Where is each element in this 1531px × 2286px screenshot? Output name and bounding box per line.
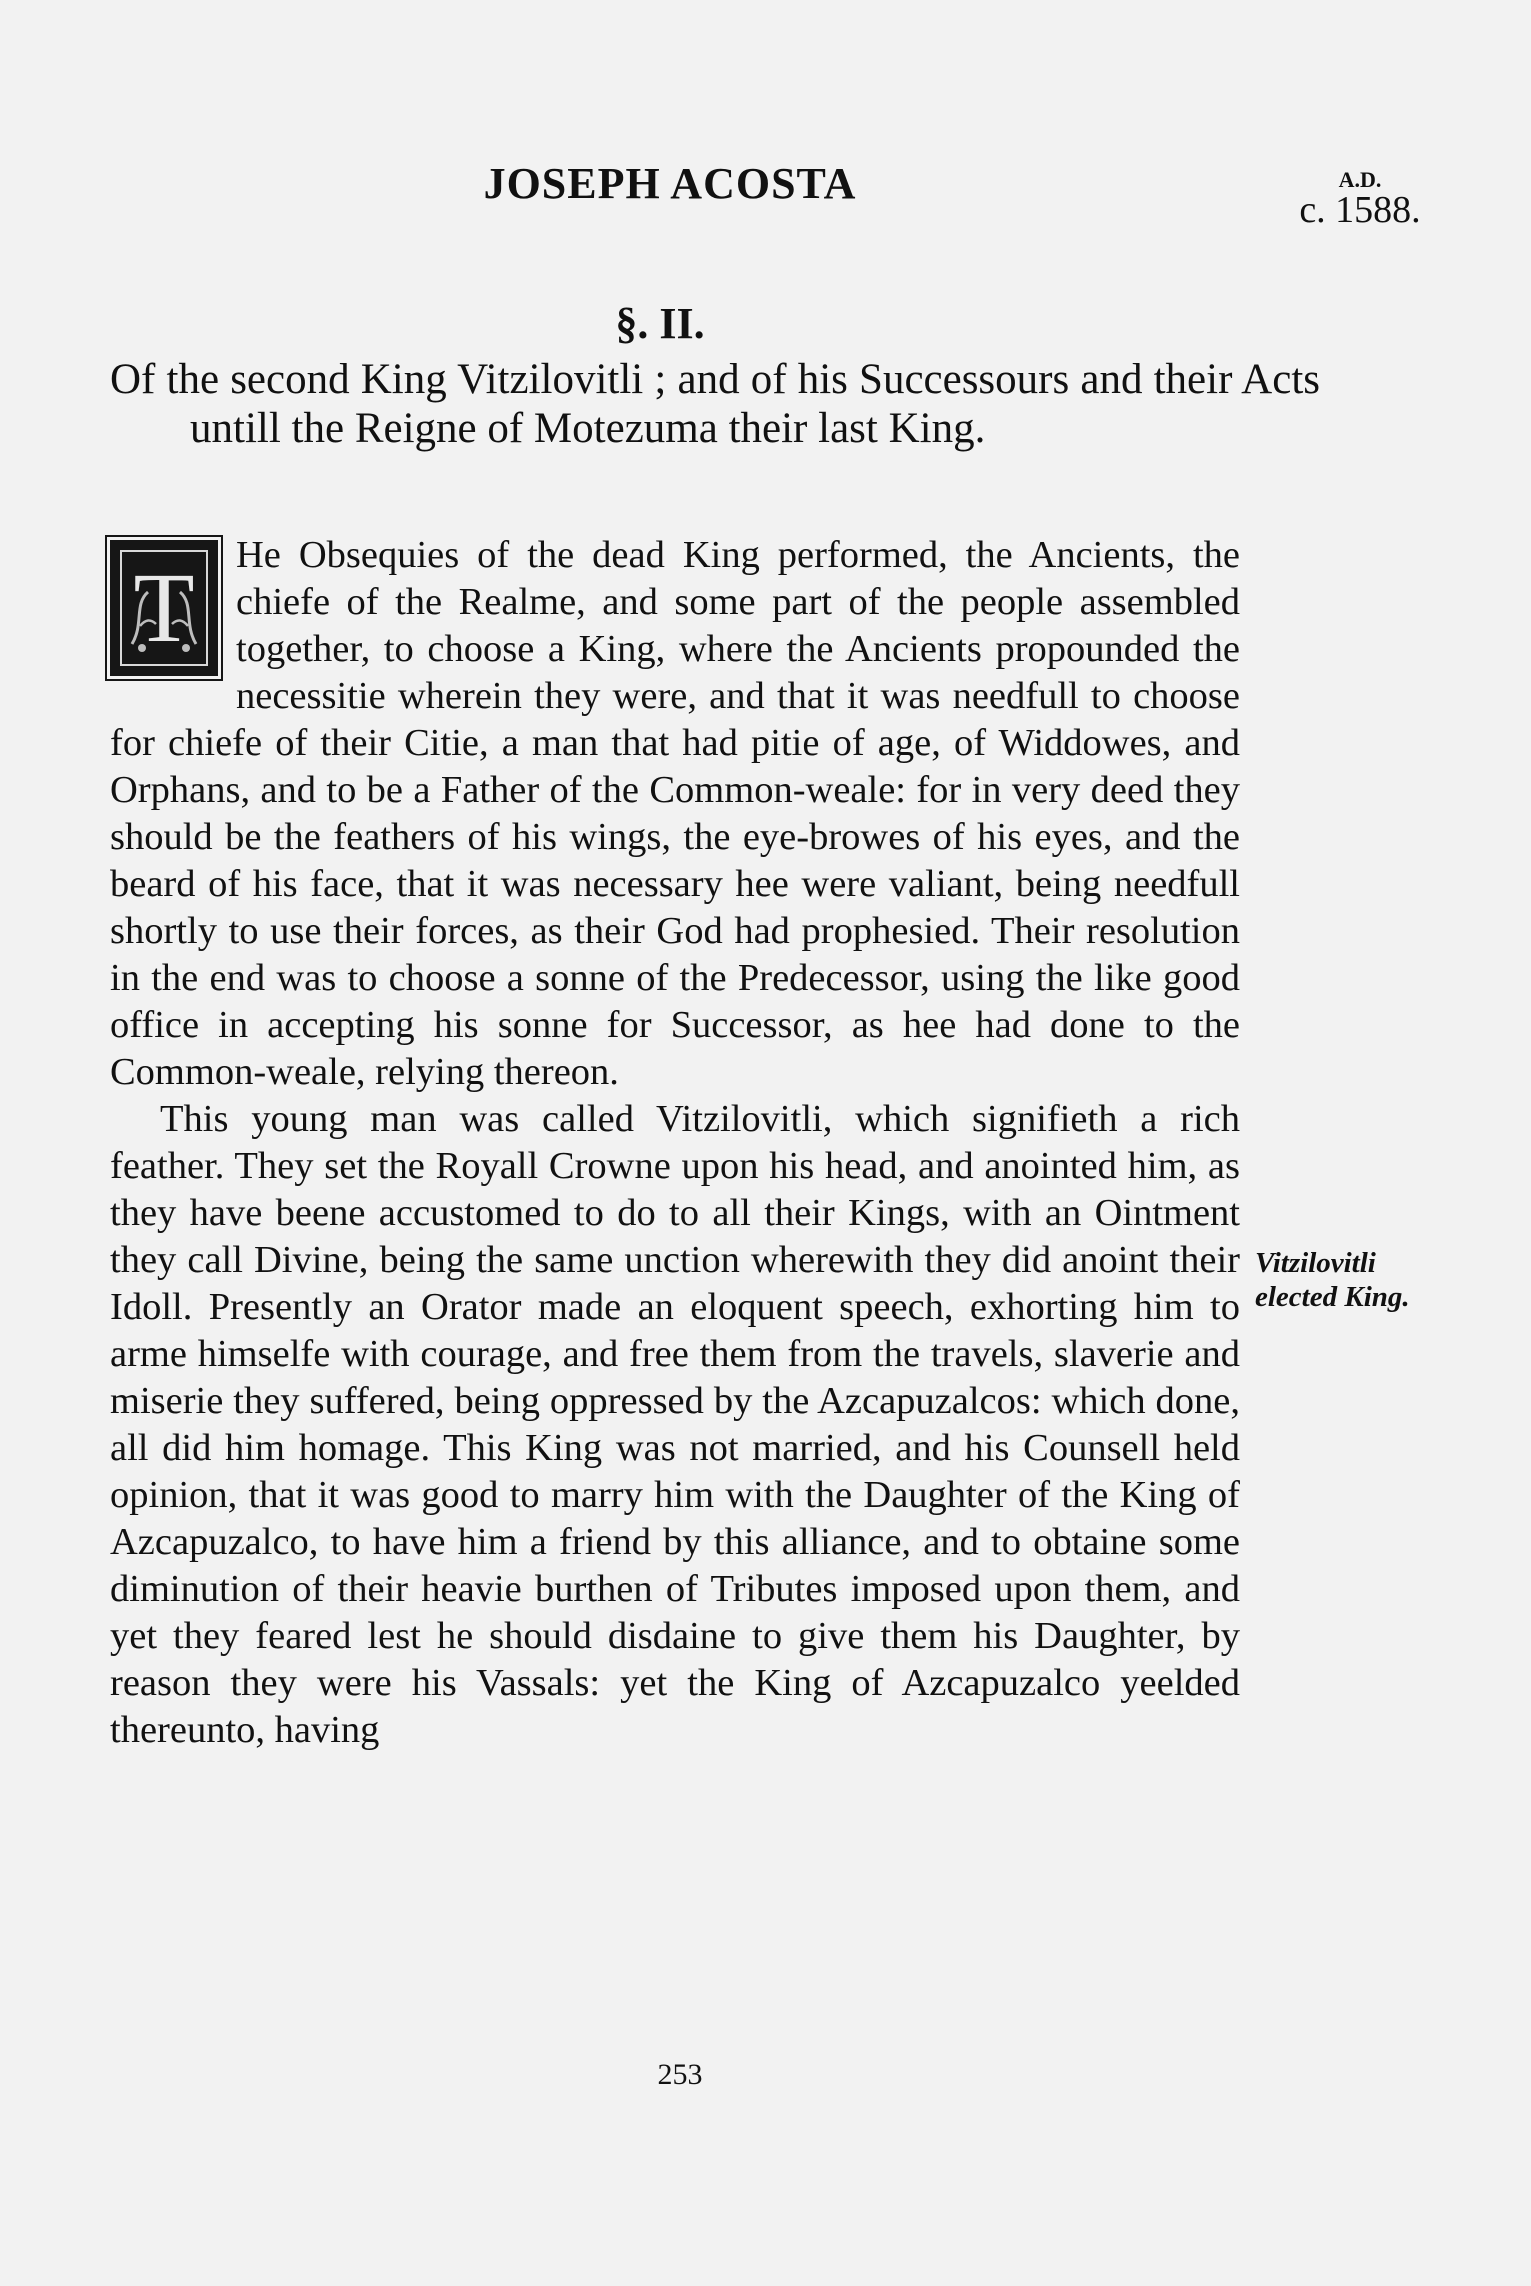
marginal-note-line-1: Vitzilovitli xyxy=(1255,1247,1376,1279)
date-value: c. 1588. xyxy=(1299,189,1421,232)
paragraph-2: This young man was called Vitzilovitli, which signifieth a rich feather. They set the Royall Crowne upon his head, and anointed him, as they have beene accustomed to do to all their Kings, with an Ointment they call Divine, being the same unction wherewith they did anoint their Idoll. Presently an Orator made an eloquent speech, exhorting him to arme himselfe with courage, and free them from the travels, slaverie and miserie they suffered, being oppressed by the Azcapuzalcos: which done, all did him homage. This King was not married, and his Counsell held opinion, that it was good to marry him with the Daughter of the King of Azcapuzalco, to have him a friend by this alliance, and to obtaine some diminution of their heavie burthen of Tributes imposed upon them, and yet they feared lest he should disdaine to give them his Daughter, by reason they were his Vassals: yet the King of Azcapuzalco yeelded thereunto, having xyxy=(110,1098,1240,1751)
running-head: JOSEPH ACOSTA xyxy=(483,159,857,208)
marginal-note-line-2: elected King. xyxy=(1255,1281,1410,1313)
paragraph-1: He Obsequies of the dead King performed, the Ancients, the chiefe of the Realme, and some part of the people assembled together, to choose a King, where the Ancients propounded the necessitie wherein they were, and that it was needfull to choose for chiefe of their Citie, a man that had pitie of age, of Widdowes, and Orphans, and to be a Father of the Common-weale: for in very deed they should be the feathers of his wings, the eye-browes of his eyes, and the beard of his face, that it was necessary hee were valiant, being needfull shortly to use their forces, as their God had prophesied. Their resolution in the end was to choose a sonne of the Predecessor, using the like good office in accepting his sonne for Successor, as hee had done to the Common-weale, relying thereon. xyxy=(110,534,1240,1093)
margin-date xyxy=(1290,168,1430,231)
date-label: A.D. xyxy=(1338,167,1382,192)
body-text xyxy=(110,532,1240,1754)
section-title: Of the second King Vitzilovitli ; and of his Successours and their Acts untill the Reigne of Motezuma their last King. xyxy=(110,356,1320,452)
decorated-initial xyxy=(110,540,218,676)
initial-frame xyxy=(120,550,208,666)
initial-letter: T xyxy=(133,552,195,663)
page-number: 253 xyxy=(657,2058,703,2091)
section-number: §. II. xyxy=(615,299,705,348)
marginal-note xyxy=(1255,1246,1455,1314)
